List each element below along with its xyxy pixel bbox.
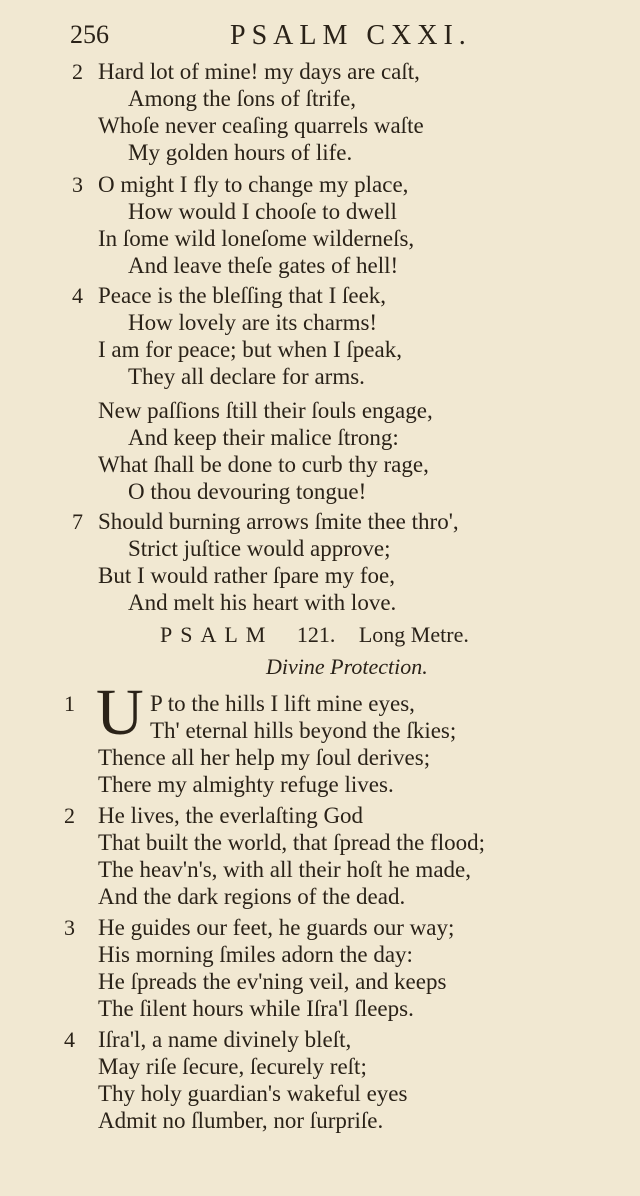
verse-line: What ſhall be done to curb thy rage, — [98, 452, 429, 477]
verse-line: May riſe ſecure, ſecurely reſt; — [98, 1054, 367, 1079]
verse-line: He guides our feet, he guards our way; — [98, 915, 455, 940]
verse-line: Strict juſtice would approve; — [128, 536, 391, 561]
verse-line: New paſſions ſtill their ſouls engage, — [98, 398, 433, 423]
verse-line: His morning ſmiles adorn the day: — [98, 942, 413, 967]
verse-line: The heav'n's, with all their hoſt he made, — [98, 857, 471, 882]
drop-cap: U — [96, 676, 144, 749]
verse-line: How would I chooſe to dwell — [128, 199, 397, 224]
verse-line: But I would rather ſpare my foe, — [98, 563, 395, 588]
psalm-heading — [160, 622, 469, 648]
psalm-title: PSALM — [160, 622, 274, 647]
verse-line: Should burning arrows ſmite thee thro', — [98, 509, 459, 534]
verse-line: And leave theſe gates of hell! — [128, 253, 399, 278]
verse-number: 2 — [72, 59, 83, 84]
psalm-number: 121. — [296, 622, 336, 647]
verse-line: My golden hours of life. — [128, 140, 353, 165]
verse-line: How lovely are its charms! — [128, 310, 378, 335]
verse-number: 7 — [72, 509, 83, 534]
verse-line: And melt his heart with love. — [128, 590, 397, 615]
verse-number: 1 — [64, 691, 75, 716]
verse-line: He lives, the everlaſting God — [98, 803, 364, 828]
psalm-metre: Long Metre. — [358, 622, 469, 647]
page-header — [0, 18, 640, 54]
verse-number: 2 — [64, 803, 75, 828]
verse-line: P to the hills I lift mine eyes, — [150, 691, 415, 716]
verse-line: Whoſe never ceaſing quarrels waſte — [98, 113, 424, 138]
verse-line: Hard lot of mine! my days are caſt, — [98, 59, 420, 84]
verse-line: O might I fly to change my place, — [98, 172, 409, 197]
verse-line: Th' eternal hills beyond the ſkies; — [150, 718, 457, 743]
verse-line: Admit no ſlumber, nor ſurpriſe. — [98, 1108, 384, 1133]
verse-line: Thence all her help my ſoul derives; — [98, 745, 431, 770]
verse-line: They all declare for arms. — [128, 364, 365, 389]
verse-line: He ſpreads the ev'ning veil, and keeps — [98, 969, 447, 994]
verse-line: And keep their malice ſtrong: — [128, 425, 399, 450]
verse-line: In ſome wild loneſome wilderneſs, — [98, 226, 415, 251]
page-number: 256 — [70, 20, 109, 49]
verse-line: Iſra'l, a name divinely bleſt, — [98, 1027, 352, 1052]
verse-number: 4 — [64, 1027, 75, 1052]
verse-line: And the dark regions of the dead. — [98, 884, 406, 909]
verse-line: O thou devouring tongue! — [128, 479, 367, 504]
verse-line: Thy holy guardian's wakeful eyes — [98, 1081, 408, 1106]
psalm-subtitle: Divine Protection. — [266, 654, 428, 679]
verse-number: 3 — [72, 172, 83, 197]
running-head: PSALM CXXI. — [230, 20, 472, 51]
verse-line: Peace is the bleſſing that I ſeek, — [98, 283, 387, 308]
verse-number: 4 — [72, 283, 83, 308]
verse-line: There my almighty refuge lives. — [98, 772, 394, 797]
verse-line: Among the ſons of ſtrife, — [128, 86, 357, 111]
verse-line: I am for peace; but when I ſpeak, — [98, 337, 402, 362]
verse-line: The ſilent hours while Iſra'l ſleeps. — [98, 996, 414, 1021]
verse-line: That built the world, that ſpread the flood; — [98, 830, 486, 855]
verse-number: 3 — [64, 915, 75, 940]
